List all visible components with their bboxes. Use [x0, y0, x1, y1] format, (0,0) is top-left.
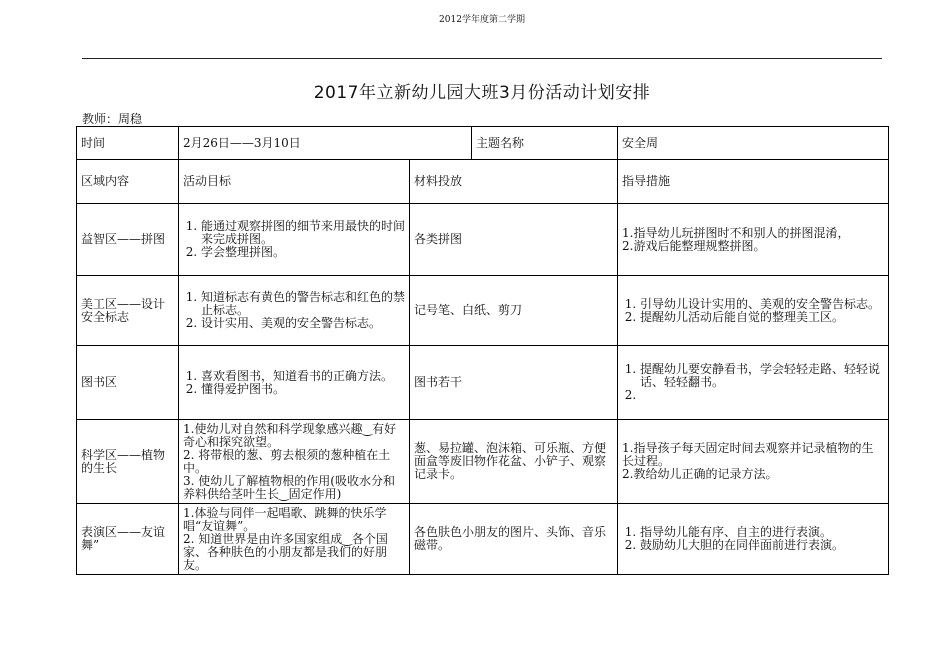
goal-item: 1. 知道标志有黄色的警告标志和红色的禁止标志。 [201, 291, 405, 317]
guidance-cell [618, 204, 889, 276]
guidance-item: 2.教给幼儿正确的记录方法。 [622, 467, 778, 481]
time-label-cell: 时间 [77, 127, 179, 160]
area-cell: 科学区——植物的生长 [77, 420, 179, 504]
document-title: 2017年立新幼儿园大班3月份活动计划安排 [313, 83, 651, 103]
table-row [77, 504, 889, 575]
area-cell: 益智区——拼图 [77, 204, 179, 276]
guidance-cell [618, 504, 889, 575]
goal-item: 2. 懂得爱护图书。 [201, 383, 405, 396]
time-value-cell: 2月26日——3月10日 [179, 127, 472, 160]
goals-cell [179, 504, 410, 575]
header-goals: 活动目标 [179, 160, 410, 204]
header-materials: 材料投放 [410, 160, 618, 204]
goal-item: 2. 学会整理拼图。 [201, 246, 405, 259]
table-row [77, 346, 889, 420]
goal-item: 1. 能通过观察拼图的细节来用最快的时间来完成拼图。 [201, 220, 405, 246]
teacher-label: 教师：周稳 [82, 112, 143, 126]
guidance-item: 1. 提醒幼儿要安静看书，学会轻轻走路、轻轻说话、轻轻翻书。 [640, 363, 884, 389]
header-area: 区域内容 [77, 160, 179, 204]
page-header: 2012学年度第二学期 [439, 15, 525, 25]
guidance-item: 2. 鼓励幼儿大胆的在同伴面前进行表演。 [640, 539, 884, 552]
goals-cell [179, 346, 410, 420]
goal-item: 2. 将带根的葱、剪去根须的葱种植在土中。 [183, 447, 391, 475]
header-divider [82, 58, 882, 59]
table-row [77, 276, 889, 346]
guidance-item: 2. 提醒幼儿活动后能自觉的整理美工区。 [640, 311, 884, 324]
header-guidance: 指导措施 [618, 160, 889, 204]
goal-item: 1. 喜欢看图书，知道看书的正确方法。 [201, 370, 405, 383]
table-row [77, 420, 889, 504]
guidance-cell [618, 276, 889, 346]
table-header-row [77, 160, 889, 204]
goal-item: 1.体验与同伴一起唱歌、跳舞的快乐学唱“友谊舞”。 [183, 505, 387, 533]
goals-cell [179, 276, 410, 346]
area-cell: 美工区——设计安全标志 [77, 276, 179, 346]
area-cell: 图书区 [77, 346, 179, 420]
theme-value-cell: 安全周 [618, 127, 889, 160]
goals-cell [179, 204, 410, 276]
guidance-item: 1. 引导幼儿设计实用的、美观的安全警告标志。 [640, 298, 884, 311]
guidance-item: 2.游戏后能整理规整拼图。 [622, 238, 766, 253]
materials-cell: 记号笔、白纸、剪刀 [410, 276, 618, 346]
materials-cell: 各色肤色小朋友的图片、头饰、音乐磁带。 [410, 504, 618, 575]
guidance-cell [618, 346, 889, 420]
goal-item: 2. 知道世界是由许多国家组成‿各个国家、各种肤色的小朋友都是我们的好朋友。 [183, 531, 388, 572]
goal-item: 3. 使幼儿了解植物根的作用(吸收水分和养料供给茎叶生长‿固定作用) [183, 473, 395, 501]
goal-item: 1.使幼儿对自然和科学现象感兴趣‿有好奇心和探究欲望。 [183, 421, 397, 449]
table-row [77, 204, 889, 276]
guidance-item [640, 389, 884, 402]
guidance-cell [618, 420, 889, 504]
guidance-item: 1.指导幼儿玩拼图时不和别人的拼图混淆， [622, 225, 850, 240]
theme-label-cell: 主题名称 [472, 127, 618, 160]
materials-cell: 各类拼图 [410, 204, 618, 276]
area-cell: 表演区——友谊舞” [77, 504, 179, 575]
activity-plan-table [76, 126, 889, 575]
table-row [77, 127, 889, 160]
materials-cell: 葱、易拉罐、泡沫箱、可乐瓶、方便面盒等废旧物作花盆、小铲子、观察记录卡。 [410, 420, 618, 504]
guidance-item: 1. 指导幼儿能有序、自主的进行表演。 [640, 526, 884, 539]
goal-item: 2. 设计实用、美观的安全警告标志。 [201, 317, 405, 330]
materials-cell: 图书若干 [410, 346, 618, 420]
guidance-item: 1.指导孩子每天固定时间去观察并记录植物的生长过程。 [622, 441, 874, 468]
goals-cell [179, 420, 410, 504]
